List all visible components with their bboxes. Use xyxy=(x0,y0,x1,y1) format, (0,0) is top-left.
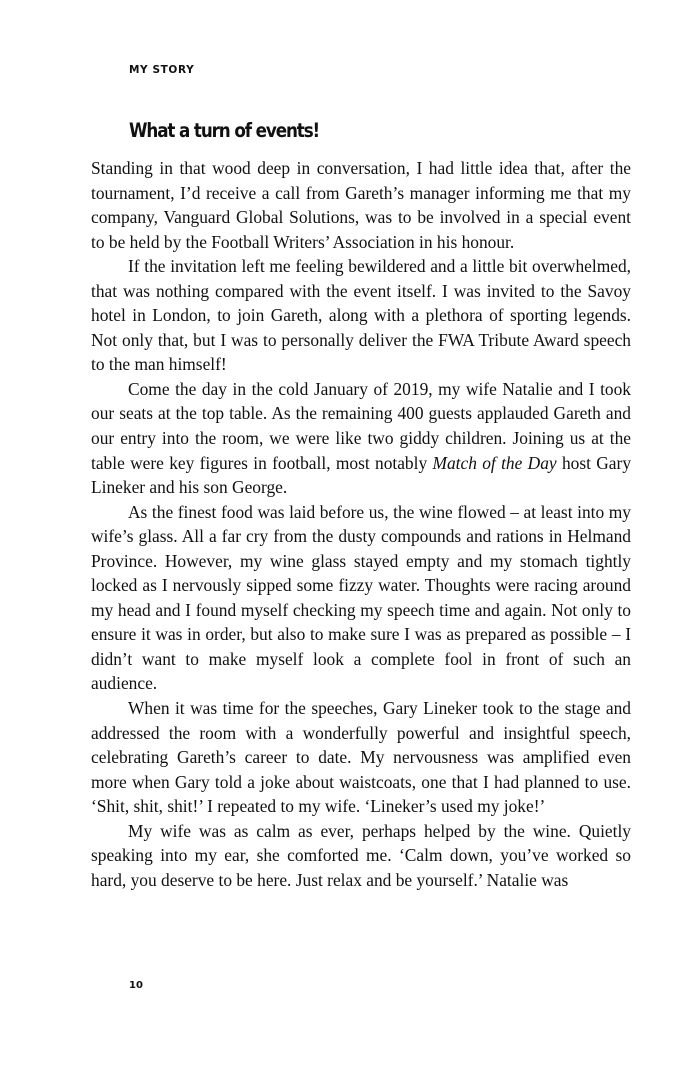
paragraph-5: When it was time for the speeches, Gary Lineker took to the stage and addressed the room with a wonderfully powerful and insightful speech, celebrating Gareth’s career to date. My nervousness was amplified even more when Gary told a joke about waistcoats, one that I had planned to use. ‘Shit, shit, shit!’ I repeated to my wife. ‘Lineker’s used my joke!’ xyxy=(91,698,631,817)
body-text xyxy=(91,156,631,892)
page-number: 10 xyxy=(129,980,143,991)
section-heading: What a turn of events! xyxy=(129,119,320,142)
paragraph-2: If the invitation left me feeling bewildered and a little bit overwhelmed, that was nothing compared with the event itself. I was invited to the Savoy hotel in London, to join Gareth, along with a plethora of sporting legends. Not only that, but I was to personally deliver the FWA Tribute Award speech to the man himself! xyxy=(91,256,631,375)
paragraph-3-text: Come the day in the cold January of 2019, my wife Natalie and I took our seats at the top table. As the remaining 400 guests applauded Gareth and our entry into the room, we were like two giddy children. Joining us at the table were key figures in football, most notably xyxy=(91,378,631,473)
paragraph-3-text-end: host Gary Lineker and his son George. xyxy=(91,452,632,498)
paragraph-4: As the finest food was laid before us, the wine flowed – at least into my wife’s glass. All a far cry from the dusty compounds and rations in Helmand Province. However, my wine glass stayed empty and my stomach tightly locked as I nervously sipped some fizzy water. Thoughts were racing around my head and I found myself checking my speech time and again. Not only to ensure it was in order, but also to make sure I was as prepared as possible – I didn’t want to make myself look a complete fool in front of such an audience. xyxy=(91,501,631,694)
paragraph-1: Standing in that wood deep in conversation, I had little idea that, after the tournament, I’d receive a call from Gareth’s manager informing me that my company, Vanguard Global Solutions, was to be involved in a special event to be held by the Football Writers’ Association in his honour. xyxy=(91,158,631,252)
paragraph-3 xyxy=(91,377,631,500)
programme-title: Match of the Day xyxy=(432,452,557,473)
paragraph-6: My wife was as calm as ever, perhaps helped by the wine. Quietly speaking into my ear, she comforted me. ‘Calm down, you’ve worked so hard, you deserve to be here. Just relax and be yourself.’ Natalie was xyxy=(91,820,631,890)
running-head: MY STORY xyxy=(129,64,195,76)
